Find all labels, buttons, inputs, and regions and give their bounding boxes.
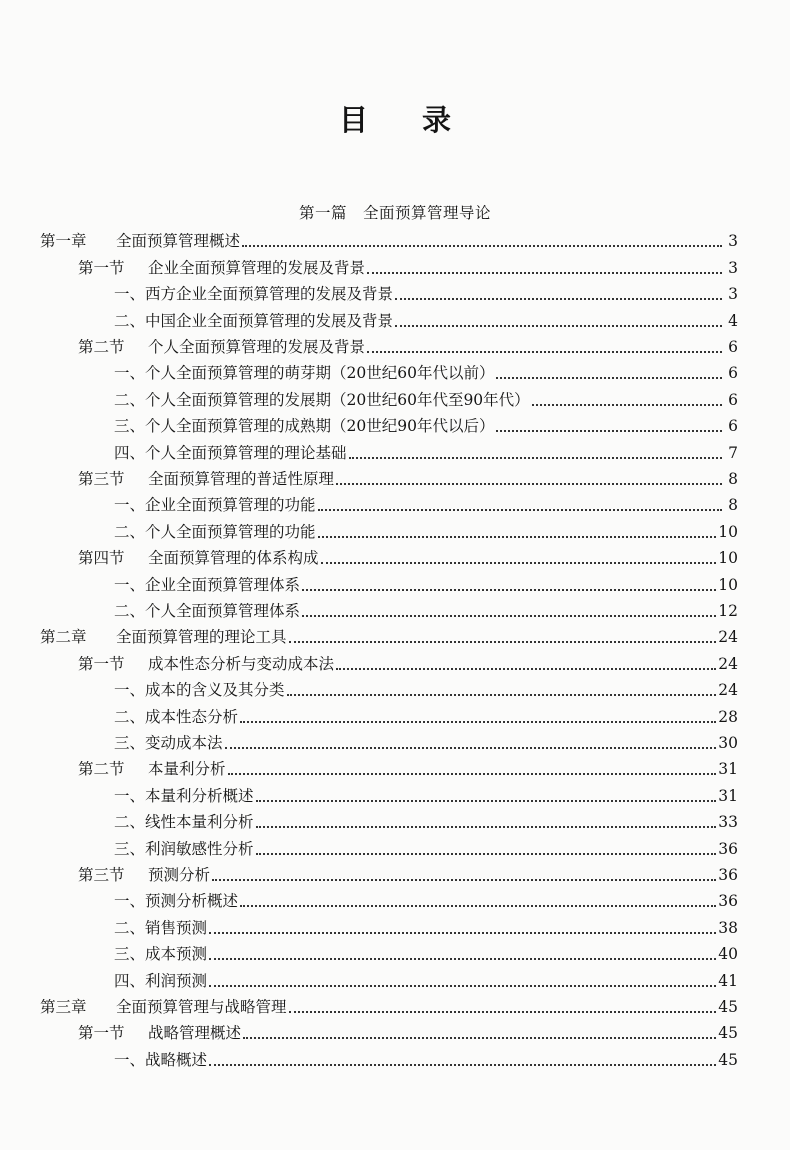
toc-entry-label [114, 363, 494, 383]
toc-entry-page: 3 [728, 258, 738, 277]
toc-entry-title: 二、成本性态分析 [114, 707, 239, 726]
dot-leader [256, 826, 717, 828]
toc-entry-title: 一、本量利分析概述 [114, 786, 254, 805]
dot-leader [242, 245, 722, 247]
toc-entry-label [114, 918, 207, 938]
toc-entry-page: 6 [728, 417, 738, 436]
toc-entry-number: 第三章 [40, 997, 87, 1016]
toc-entry-title: 三、利润敏感性分析 [114, 839, 254, 858]
toc-entry-page: 3 [728, 232, 738, 251]
dot-leader [318, 536, 717, 538]
toc-entry-label [114, 891, 238, 911]
toc-entry-page: 36 [718, 839, 738, 858]
toc-entry-item [114, 489, 738, 515]
toc-entry-item [114, 410, 738, 436]
toc-entry-label [114, 944, 207, 964]
dot-leader [395, 325, 722, 327]
toc-entry-title: 一、企业全面预算管理体系 [114, 575, 301, 594]
toc-entry-title: 三、变动成本法 [114, 733, 223, 752]
toc-entry-label [114, 707, 238, 727]
toc-entry-section [78, 753, 738, 779]
toc-entry-title: 全面预算管理概述 [116, 232, 241, 251]
toc-entry-label [78, 1023, 241, 1043]
toc-entry-label [114, 416, 494, 436]
page-title: 目 录 [338, 103, 474, 137]
toc-entry-title: 全面预算管理的体系构成 [148, 549, 319, 568]
toc-entry-title: 三、成本预测 [114, 945, 208, 964]
dot-leader [395, 298, 722, 300]
toc-entry-title: 一、成本的含义及其分类 [114, 681, 285, 700]
toc-entry-page: 10 [718, 522, 738, 541]
toc-entry-page: 12 [718, 601, 738, 620]
toc-entry-page: 6 [728, 390, 738, 409]
toc-entry-title: 三、个人全面预算管理的成熟期（20世纪90年代以后） [114, 417, 495, 436]
toc-entry-item [114, 700, 738, 726]
dot-leader [318, 509, 722, 511]
toc-entry-number: 第三节 [78, 469, 125, 488]
dot-leader [367, 272, 722, 274]
toc-entry-page: 7 [728, 443, 738, 462]
toc-entry-title: 预测分析 [148, 865, 211, 884]
dot-leader [209, 958, 716, 960]
toc-entry-chapter [40, 991, 738, 1017]
toc-entry-page: 24 [718, 628, 738, 647]
toc-entry-title: 全面预算管理的理论工具 [116, 628, 287, 647]
dot-leader [209, 1064, 716, 1066]
toc-entry-label [78, 337, 365, 357]
toc-entry-label [40, 231, 240, 251]
dot-leader [496, 377, 722, 379]
toc-entry-section [78, 251, 738, 277]
dot-leader [321, 562, 717, 564]
toc-entry-label [78, 865, 210, 885]
toc-entry-item [114, 515, 738, 541]
toc-entry-label [114, 733, 223, 753]
toc-entry-page: 45 [718, 1024, 738, 1043]
toc-entry-page: 8 [728, 469, 738, 488]
toc-entry-page: 28 [718, 707, 738, 726]
toc-entry-label [114, 522, 316, 542]
toc-entry-section [78, 1017, 738, 1043]
dot-leader [209, 985, 716, 987]
toc-entry-label [40, 627, 287, 647]
toc-entry-label [114, 390, 530, 410]
toc-entry-item [114, 383, 738, 409]
toc-entry-page: 30 [718, 733, 738, 752]
toc-entry-section [78, 331, 738, 357]
toc-entry-item [114, 911, 738, 937]
toc-entry-label [114, 311, 393, 331]
toc-entry-item [114, 779, 738, 805]
toc-entry-label [114, 839, 254, 859]
toc-entry-title: 一、个人全面预算管理的萌芽期（20世纪60年代以前） [114, 364, 495, 383]
dot-leader [240, 721, 716, 723]
toc-entry-title: 二、个人全面预算管理的功能 [114, 522, 316, 541]
toc-entry-title: 四、个人全面预算管理的理论基础 [114, 443, 347, 462]
toc-entry-title: 二、销售预测 [114, 918, 208, 937]
toc-entry-number: 第二章 [40, 628, 87, 647]
toc-entry-item [114, 568, 738, 594]
toc-entry-label [114, 601, 300, 621]
dot-leader [287, 694, 717, 696]
toc-entry-label [78, 548, 319, 568]
toc-entry-item [114, 806, 738, 832]
toc-entry-number: 第一章 [40, 232, 87, 251]
dot-leader [532, 404, 722, 406]
toc-entry-label [114, 443, 347, 463]
toc-entry-section [78, 542, 738, 568]
toc-entry-number: 第一节 [78, 1024, 125, 1043]
toc-entry-page: 4 [728, 311, 738, 330]
toc-entry-label [114, 284, 393, 304]
toc-entry-label [114, 680, 285, 700]
toc-entry-page: 31 [718, 786, 738, 805]
toc-entry-title: 成本性态分析与变动成本法 [148, 654, 335, 673]
toc-entry-page: 45 [718, 997, 738, 1016]
dot-leader [367, 351, 722, 353]
toc-entry-item [114, 674, 738, 700]
toc-entry-page: 6 [728, 337, 738, 356]
dot-leader [289, 1011, 717, 1013]
toc-entry-label [78, 759, 226, 779]
toc-entry-label [114, 1050, 207, 1070]
toc-entry-page: 36 [718, 865, 738, 884]
toc-entry-page: 6 [728, 364, 738, 383]
toc-entry-item [114, 595, 738, 621]
toc-entry-label [114, 575, 300, 595]
dot-leader [302, 615, 716, 617]
toc-entry-label [40, 997, 287, 1017]
dot-leader [336, 668, 716, 670]
toc-entry-page: 41 [718, 971, 738, 990]
toc-entry-label [114, 812, 254, 832]
dot-leader [302, 589, 716, 591]
dot-leader [209, 932, 716, 934]
toc-entry-item [114, 885, 738, 911]
toc-entry-title: 一、企业全面预算管理的功能 [114, 496, 316, 515]
toc-entry-label [114, 971, 207, 991]
toc-entry-number: 第一节 [78, 258, 125, 277]
dot-leader [349, 457, 722, 459]
toc-entry-title: 二、中国企业全面预算管理的发展及背景 [114, 311, 394, 330]
dot-leader [212, 879, 716, 881]
toc-entry-page: 33 [718, 813, 738, 832]
toc-entry-page: 8 [728, 496, 738, 515]
toc-entry-label [78, 654, 334, 674]
toc-entry-number: 第二节 [78, 760, 125, 779]
toc-entry-title: 一、战略概述 [114, 1050, 208, 1069]
toc-entry-page: 10 [718, 575, 738, 594]
toc-entry-page: 45 [718, 1050, 738, 1069]
toc-entry-item [114, 727, 738, 753]
toc-entry-chapter [40, 225, 738, 251]
toc-entry-page: 3 [728, 285, 738, 304]
toc-entry-title: 二、线性本量利分析 [114, 813, 254, 832]
dot-leader [256, 800, 717, 802]
toc-entry-item [114, 304, 738, 330]
toc-entry-number: 第二节 [78, 337, 125, 356]
toc-entry-label [114, 495, 316, 515]
toc-entry-title: 企业全面预算管理的发展及背景 [148, 258, 366, 277]
toc-entry-label [78, 469, 334, 489]
toc-entry-item [114, 357, 738, 383]
toc-entry-number: 第一节 [78, 654, 125, 673]
toc-entry-chapter [40, 621, 738, 647]
toc-entry-section [78, 647, 738, 673]
toc-entry-item [114, 964, 738, 990]
toc-entry-page: 10 [718, 549, 738, 568]
toc-entry-page: 24 [718, 654, 738, 673]
toc-entry-title: 本量利分析 [148, 760, 226, 779]
toc-entry-page: 31 [718, 760, 738, 779]
dot-leader [225, 747, 717, 749]
dot-leader [289, 641, 717, 643]
toc-entry-title: 战略管理概述 [148, 1024, 242, 1043]
toc-entry-label [78, 258, 365, 278]
toc-entry-item [114, 832, 738, 858]
dot-leader [496, 430, 722, 432]
dot-leader [336, 483, 722, 485]
toc-entry-page: 40 [718, 945, 738, 964]
toc-entry-title: 一、预测分析概述 [114, 892, 239, 911]
toc-entry-page: 24 [718, 681, 738, 700]
dot-leader [240, 905, 716, 907]
toc-entry-label [114, 786, 254, 806]
toc-entry-item [114, 938, 738, 964]
toc-entry-title: 全面预算管理与战略管理 [116, 997, 287, 1016]
toc-entry-page: 38 [718, 918, 738, 937]
dot-leader [243, 1037, 716, 1039]
toc-entry-section [78, 463, 738, 489]
toc-entry-title: 个人全面预算管理的发展及背景 [148, 337, 366, 356]
toc-entry-number: 第四节 [78, 549, 125, 568]
toc-entry-title: 全面预算管理的普适性原理 [148, 469, 335, 488]
toc-entry-item [114, 1043, 738, 1069]
toc-entry-title: 二、个人全面预算管理的发展期（20世纪60年代至90年代） [114, 390, 530, 409]
toc-entry-title: 四、利润预测 [114, 971, 208, 990]
toc-entry-page: 36 [718, 892, 738, 911]
toc-entry-section [78, 859, 738, 885]
toc-entry-number: 第三节 [78, 865, 125, 884]
dot-leader [228, 773, 717, 775]
toc-entry-item [114, 436, 738, 462]
dot-leader [256, 853, 717, 855]
toc-entry-title: 一、西方企业全面预算管理的发展及背景 [114, 285, 394, 304]
toc-entry-item [114, 278, 738, 304]
toc-entry-title: 二、个人全面预算管理体系 [114, 601, 301, 620]
part-heading: 第一篇 全面预算管理导论 [298, 204, 491, 222]
